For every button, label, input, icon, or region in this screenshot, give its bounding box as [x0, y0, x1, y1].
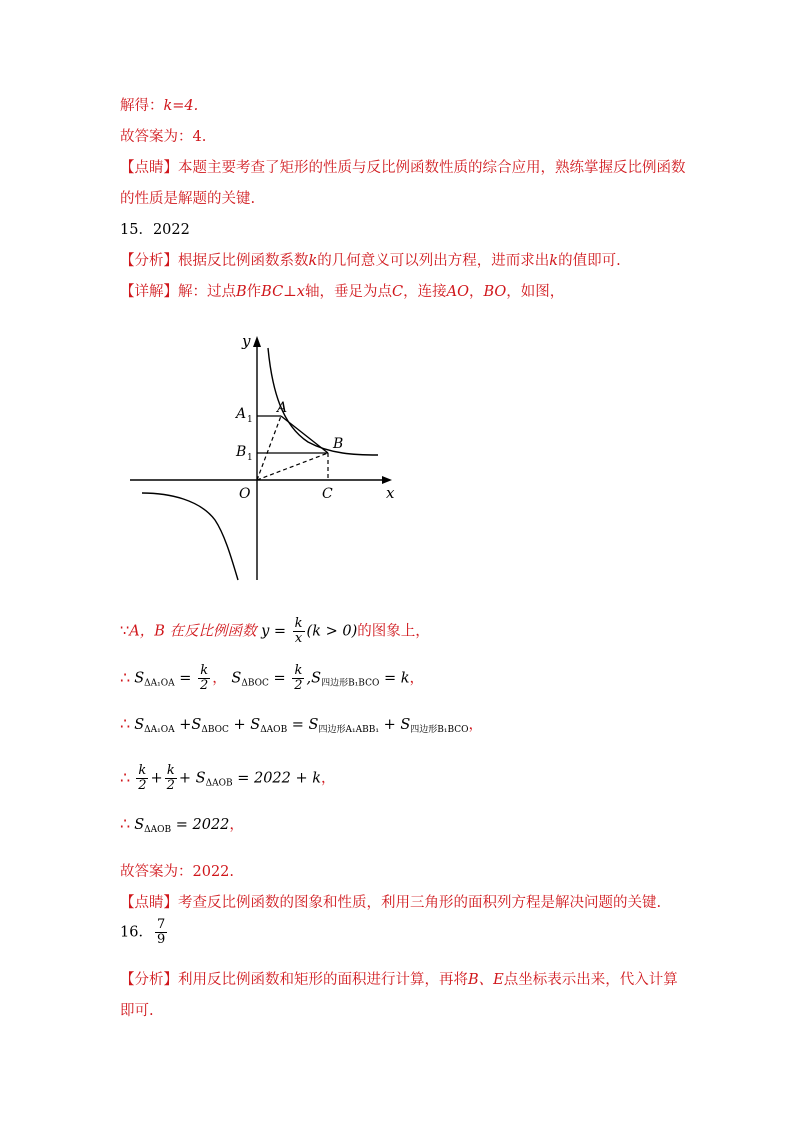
text: k — [308, 253, 318, 269]
label-b: B — [333, 436, 344, 452]
x-label: x — [386, 484, 395, 502]
comment-line-3: 【点睛】考查反比例函数的图象和性质，利用三角形的面积列方程是解决问题的关键. — [120, 895, 662, 911]
math-text: S — [231, 670, 242, 687]
subscript: 四边形A₁ABB₁ — [318, 725, 379, 735]
text: ， — [468, 284, 484, 300]
text: 作 — [246, 284, 262, 300]
subscript: ΔAOB — [260, 725, 288, 735]
denominator: x — [294, 631, 303, 646]
text: C — [392, 284, 404, 300]
fraction — [136, 764, 148, 793]
text: 的值即可. — [558, 253, 621, 269]
text: k — [549, 253, 559, 269]
text: A，B 在反比例函数 — [129, 623, 257, 640]
denominator: 9 — [156, 932, 166, 947]
text: 解得： — [120, 98, 164, 114]
math-text: S — [134, 817, 145, 833]
denominator: 2 — [138, 778, 147, 793]
text: 【分析】根据反比例函数系数 — [120, 253, 309, 269]
subscript: ΔA₁OA — [144, 678, 175, 689]
denominator: 2 — [200, 678, 209, 693]
text: BC⊥x — [261, 284, 305, 300]
fraction — [293, 617, 305, 646]
label-a1: A — [236, 406, 247, 422]
math-text: = — [273, 670, 286, 687]
math-line-3 — [120, 714, 483, 740]
numerator: 7 — [156, 917, 166, 932]
math-text: = 2022 + k — [237, 770, 322, 787]
therefore-symbol: ∴ — [120, 714, 131, 733]
x-axis-arrow — [382, 476, 392, 484]
math-text: S — [134, 670, 145, 687]
math-line-4 — [120, 764, 336, 794]
comment-line-2: 的性质是解题的关键. — [120, 191, 256, 207]
label-a: A — [277, 400, 288, 416]
problem-16-answer — [120, 918, 169, 947]
denominator: 2 — [294, 678, 303, 693]
fraction — [292, 664, 304, 693]
subscript: ΔAOB — [144, 825, 172, 835]
subscript: 四边形B₁BCO — [321, 678, 380, 689]
numerator: k — [138, 763, 147, 778]
math-text: (k > 0) — [306, 623, 358, 640]
subscript: ΔAOB — [205, 778, 233, 789]
label-o: O — [239, 486, 251, 502]
label-c: C — [322, 486, 333, 502]
math-line-5 — [120, 814, 244, 840]
text: ， — [321, 770, 336, 787]
because-symbol: ∵ — [120, 623, 130, 640]
hyperbola-figure — [130, 330, 400, 585]
math-text: = — [179, 670, 192, 687]
text: 点坐标表示出来，代入计算 — [503, 972, 678, 988]
answer-line-1: 故答案为：4. — [120, 129, 207, 145]
denominator: 2 — [166, 778, 175, 793]
text: ，连接 — [403, 284, 447, 300]
subscript: 四边形B₁BCO — [410, 725, 469, 735]
segment-a-b — [281, 416, 328, 453]
therefore-symbol: ∴ — [120, 814, 131, 833]
analysis-line-3: 即可. — [120, 1003, 154, 1019]
text: AO — [446, 284, 469, 300]
text: 轴，垂足为点 — [305, 284, 392, 300]
label-b1: B — [236, 444, 247, 460]
math-text: = S — [291, 717, 319, 733]
math-line-2 — [120, 664, 424, 694]
detail-line — [120, 282, 564, 302]
comment-line-1: 【点睛】本题主要考查了矩形的性质与反比例函数性质的综合应用，熟练掌握反比例函数 — [120, 160, 686, 176]
math-text: ,S — [306, 670, 322, 687]
fraction — [165, 764, 177, 793]
fraction — [155, 918, 167, 947]
subscript: ΔA₁OA — [144, 725, 175, 735]
text: ， — [229, 817, 244, 833]
segment-o-b — [257, 453, 328, 480]
y-label: y — [242, 332, 251, 350]
analysis-line-2 — [120, 970, 678, 990]
math-text: + S — [178, 770, 206, 787]
math-text: S — [134, 717, 145, 733]
math-text: = k — [383, 670, 410, 687]
text: B、E — [468, 972, 504, 988]
math-text: = 2022 — [175, 817, 230, 833]
problem-number: 16． — [120, 924, 153, 941]
label-a1-sub: 1 — [247, 415, 253, 425]
numerator: k — [166, 763, 175, 778]
math-text: + S — [383, 717, 411, 733]
math-text: k=4. — [163, 98, 199, 114]
y-axis-arrow — [253, 336, 261, 347]
numerator: k — [294, 616, 303, 631]
math-text: y = — [261, 623, 287, 640]
text: 【分析】利用反比例函数和矩形的面积进行计算，再将 — [120, 972, 468, 988]
numerator: k — [294, 663, 303, 678]
label-b1-sub: 1 — [247, 453, 253, 463]
text: 的图象上， — [357, 623, 430, 640]
text: ， — [409, 670, 425, 687]
text: ， — [468, 717, 484, 733]
text: 【详解】解：过点 — [120, 284, 236, 300]
therefore-symbol: ∴ — [120, 767, 131, 787]
subscript: ΔBOC — [241, 678, 269, 689]
fraction — [198, 664, 210, 693]
segment-o-a — [257, 416, 281, 480]
text: BO — [483, 284, 507, 300]
math-text: +S — [179, 717, 202, 733]
therefore-symbol: ∴ — [120, 667, 131, 687]
text: B — [236, 284, 247, 300]
text: 的几何意义可以列出方程，进而求出 — [317, 253, 550, 269]
hyperbola-branch-2 — [142, 493, 238, 580]
subscript: ΔBOC — [201, 725, 229, 735]
math-text: + S — [233, 717, 261, 733]
math-line-1 — [120, 617, 430, 646]
numerator: k — [200, 663, 209, 678]
problem-15-answer: 15．2022 — [120, 222, 190, 238]
text: ， — [212, 670, 227, 687]
answer-line-2: 故答案为：2022. — [120, 864, 235, 880]
analysis-line — [120, 251, 621, 271]
math-text: + — [150, 770, 163, 787]
solve-line — [120, 96, 198, 116]
text: ，如图， — [506, 284, 565, 300]
